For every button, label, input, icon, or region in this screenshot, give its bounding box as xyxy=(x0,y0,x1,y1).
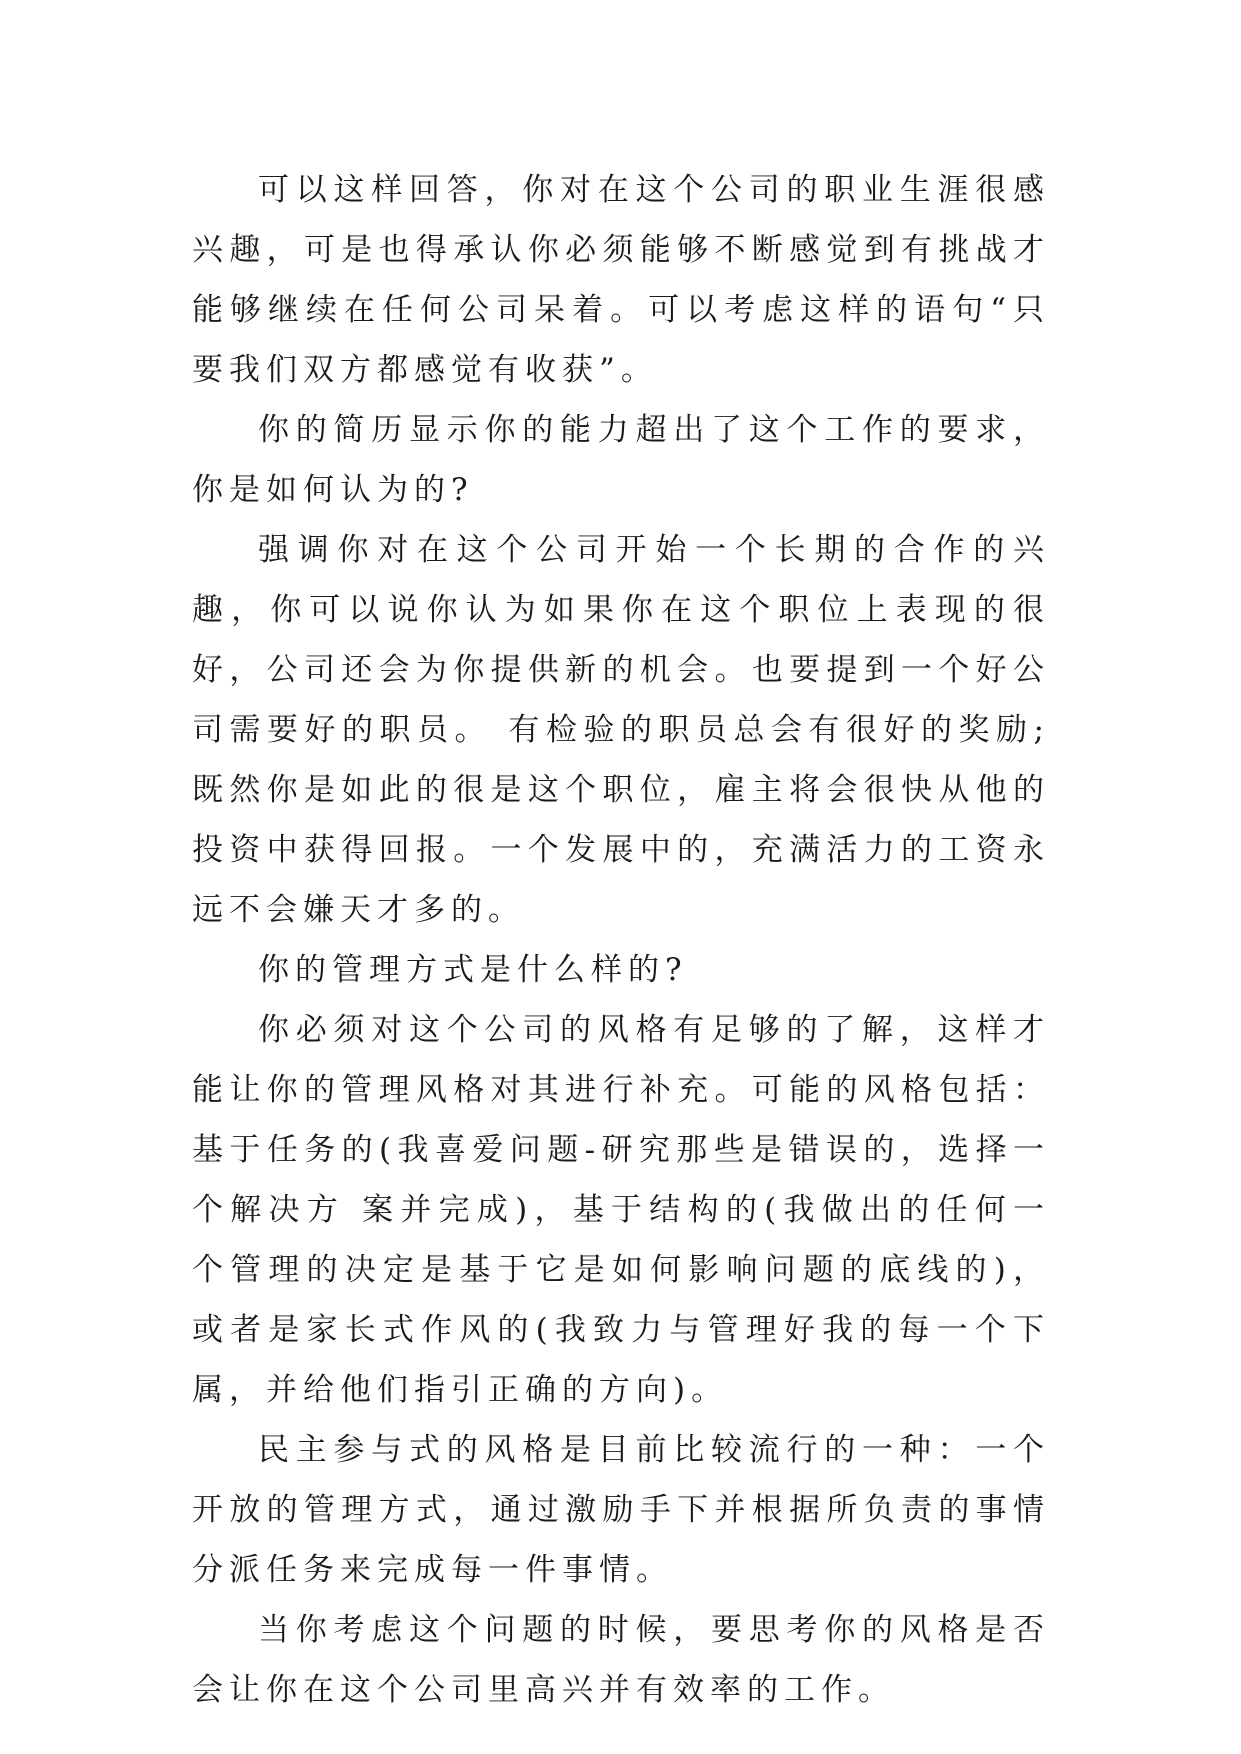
paragraph: 民主参与式的风格是目前比较流行的一种：一个开放的管理方式，通过激励手下并根据所负责的事情分派任务来完成每一件事情。 xyxy=(192,1432,1050,1588)
paragraph: 你的管理方式是什么样的? xyxy=(258,952,688,988)
paragraph: 强调你对在这个公司开始一个长期的合作的兴趣，你可以说你认为如果你在这个职位上表现的很好，公司还会为你提供新的机会。也要提到一个好公司需要好的职员。 有检验的职员总会有很好的奖励;既然你是如此的很是这个职位，雇主将会很快从他的投资中获得回报。一个发展中的，充满活力的工资永远不会嫌天才多的。 xyxy=(192,532,1050,928)
paragraph: 你的简历显示你的能力超出了这个工作的要求，你是如何认为的? xyxy=(192,412,1050,508)
paragraph: 你必须对这个公司的风格有足够的了解，这样才能让你的管理风格对其进行补充。可能的风格包括：基于任务的(我喜爱问题-研究那些是错误的，选择一个解决方 案并完成)，基于结构的(我做出的任何一个管理的决定是基于它是如何影响问题的底线的)，或者是家长式作风的(我致力与管理好我的每一个下属，并给他们指引正确的方向)。 xyxy=(192,1012,1050,1408)
paragraph: 可以这样回答，你对在这个公司的职业生涯很感兴趣，可是也得承认你必须能够不断感觉到有挑战才能够继续在任何公司呆着。可以考虑这样的语句“只要我们双方都感觉有收获”。 xyxy=(192,172,1050,388)
paragraph: 当你考虑这个问题的时候，要思考你的风格是否会让你在这个公司里高兴并有效率的工作。 xyxy=(192,1612,1050,1708)
document-body xyxy=(192,160,1050,1720)
